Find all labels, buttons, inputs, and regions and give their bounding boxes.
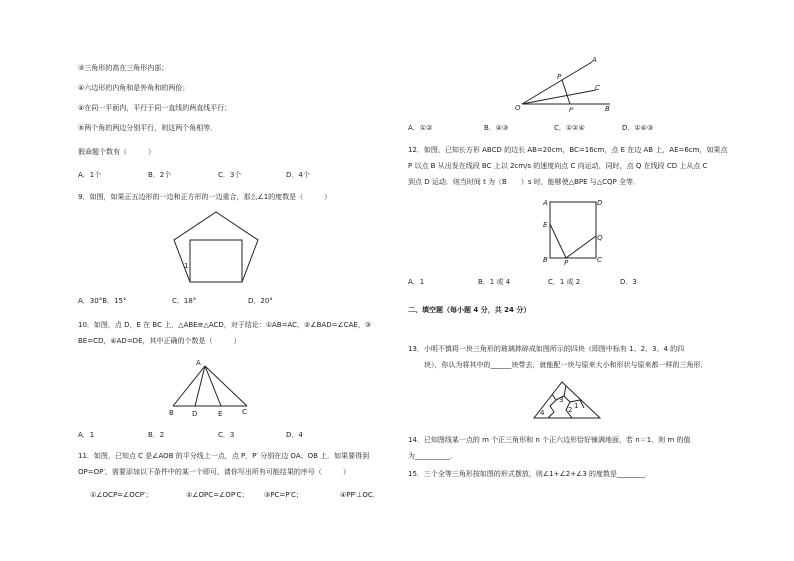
statement-3: ③三角形的高在三角形内部； — [78, 64, 169, 72]
q10-option-a: A．1 — [78, 431, 95, 439]
question-9: 9．如图，如果正五边形的一边和正方形的一边重合，那么∠1的度数是（ ） — [78, 193, 332, 201]
pentagon-square-figure — [168, 208, 264, 286]
point-d-label: D — [597, 199, 603, 207]
question-13-line1: 13．小明不慎将一块三角形的玻璃摔碎成如图所示的四块（即图中标有 1、2、3、4 的四 — [408, 345, 685, 353]
rectangle-abcd-figure — [538, 196, 610, 266]
q11-answer-b: B．④③ — [484, 124, 509, 132]
statement-6: ⑤两个角的两边分别平行，则这两个角相等． — [78, 124, 218, 132]
angle-bisector-figure — [512, 54, 622, 112]
q9-option-ab: A．30°B．15° — [78, 297, 127, 305]
point-e-label: E — [218, 410, 223, 418]
statement-5: ④在同一平面内，平行于同一直线的两直线平行； — [78, 104, 232, 112]
q9-option-d: D．20° — [248, 297, 273, 305]
count-option-d: D．4个 — [286, 171, 310, 179]
point-p-prime-label: P′ — [569, 107, 574, 112]
q11-condition-3: ③PC=P′C； — [264, 491, 303, 499]
point-e-label: E — [543, 221, 548, 229]
count-option-c: C．3个 — [218, 171, 242, 179]
point-b-label: B — [169, 409, 174, 417]
point-c-label: C — [597, 256, 602, 264]
question-10-line2: BE=CD，④AD=DE，其中正确的个数是（ ） — [78, 337, 241, 345]
question-11-line1: 11．如图，已知点 C 是∠AOB 的平分线上一点，点 P，P′ 分别在边 OA、OB 上．如果要得到 — [78, 452, 370, 460]
statement-4: ④六边形的内角和是外角和的两倍； — [78, 84, 190, 92]
q11-condition-1: ①∠OCP=∠OCP′； — [90, 491, 153, 499]
point-c-label: C — [595, 84, 600, 92]
q11-condition-4: ④PP′⊥OC． — [340, 491, 380, 499]
section-2-heading: 二、填空题（每小题 4 分，共 24 分） — [408, 306, 531, 314]
question-12-line3: 到点 D 运动．则当时间 t 为（B ）s 时，能够使△BPE 与△CQP 全等． — [408, 178, 640, 186]
angle-1-label: 1 — [184, 262, 189, 270]
q11-condition-2: ②∠OPC=∠OP′C； — [186, 491, 249, 499]
point-d-label: D — [192, 410, 198, 418]
point-o-label: O — [515, 104, 521, 112]
piece-4-label: 4 — [540, 409, 545, 417]
point-b-label: B — [543, 256, 548, 264]
q9-option-c: C．18° — [172, 297, 197, 305]
point-c-label: C — [242, 408, 247, 416]
q12-option-d: D．3 — [620, 278, 637, 286]
triangle-abc-figure — [165, 356, 255, 418]
question-14-line2: 为__________． — [408, 452, 457, 460]
q10-option-c: C．3 — [218, 431, 235, 439]
point-a-label: A — [592, 56, 597, 64]
q11-answer-a: A．①② — [408, 124, 433, 132]
q10-option-d: D．4 — [286, 431, 303, 439]
count-option-b: B．2个 — [148, 171, 172, 179]
point-a-label: A — [543, 199, 548, 207]
question-12-line1: 12．如图，已知长方形 ABCD 的边长 AB=20cm，BC=16cm，点 E 在边 AB 上，AE=6cm，如果点 — [408, 146, 728, 154]
question-12-line2: P 以点 B 从出发在线段 BC 上以 2cm/s 的速度向点 C 向运动，同时，点 Q 在线段 CD 上从点 C — [408, 162, 708, 170]
piece-1-label: 1 — [574, 402, 579, 410]
point-p-label: P — [564, 259, 569, 266]
broken-triangle-figure — [530, 378, 606, 422]
q12-option-b: B．1 或 4 — [478, 278, 511, 286]
false-count-question: 假命题个数有（ ） — [78, 148, 155, 156]
q11-answer-d: D．①④③ — [622, 124, 654, 132]
q12-option-a: A．1 — [408, 278, 425, 286]
count-option-a: A．1个 — [78, 171, 102, 179]
point-b-label: B — [605, 105, 610, 112]
question-15: 15．三个全等三角形按如图的形式摆放，则∠1+∠2+∠3 的度数是________． — [408, 470, 653, 478]
question-10-line1: 10．如图，点 D，E 在 BC 上，△ABE≌△ACD，对于结论：①AB=AC，②∠BAD=∠CAE，③ — [78, 321, 372, 329]
piece-3-label: 3 — [559, 396, 564, 404]
point-a-label: A — [196, 359, 201, 367]
question-13-line2: 块），你认为将其中的______块带去，就能配一块与原来大小和形状与原来都一样的三角形． — [424, 361, 708, 369]
question-11-line2: OP=OP′，需要添加以下条件中的某一个即可，请你写出所有可能结果的序号（ ） — [78, 468, 350, 476]
q11-answer-c: C．①②④ — [554, 124, 585, 132]
q12-option-c: C．1 或 2 — [548, 278, 581, 286]
point-p-label: P — [557, 73, 562, 81]
q10-option-b: B．2 — [148, 431, 165, 439]
point-q-label: Q — [597, 234, 603, 242]
question-14-line1: 14．已知图线某一点的 m 个正三角形和 n 个正六边形恰好铺满地面，若 n＝1，则 m 的值 — [408, 436, 691, 444]
piece-2-label: 2 — [568, 406, 573, 414]
